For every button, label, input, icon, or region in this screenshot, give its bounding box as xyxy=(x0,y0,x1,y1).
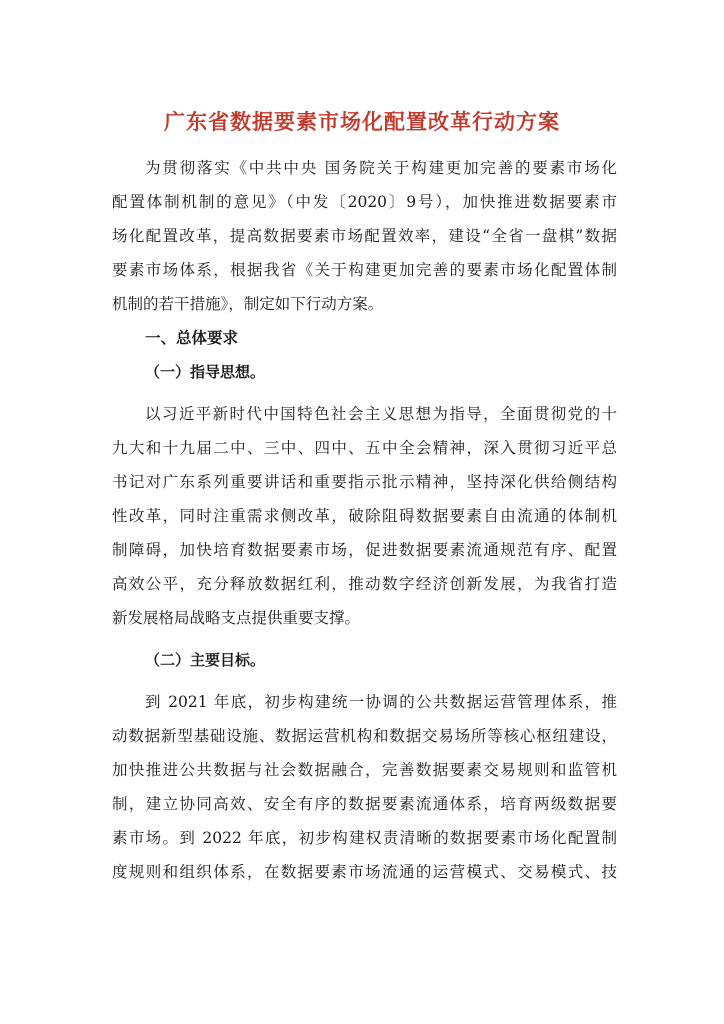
intro-line: 场化配置改革，提高数据要素市场配置效率，建设“全省一盘棋”数据 xyxy=(112,227,617,245)
paragraph-line: 制障碍，加快培育数据要素市场，促进数据要素流通规范有序、配置 xyxy=(112,541,617,559)
paragraph-line: 高效公平，充分释放数据红利，推动数字经济创新发展，为我省打造 xyxy=(112,575,617,593)
paragraph-line: 新发展格局战略支点提供重要支撑。 xyxy=(112,609,361,627)
subsection-heading-guiding-ideology: （一）指导思想。 xyxy=(145,363,266,381)
paragraph-line: 以习近平新时代中国特色社会主义思想为指导，全面贯彻党的十 xyxy=(145,405,617,423)
paragraph-line: 度规则和组织体系，在数据要素市场流通的运营模式、交易模式、技 xyxy=(112,863,617,881)
paragraph-line: 动数据新型基础设施、数据运营机构和数据交易场所等核心枢纽建设， xyxy=(112,727,617,745)
paragraph-line: 九大和十九届二中、三中、四中、五中全会精神，深入贯彻习近平总 xyxy=(112,439,617,457)
intro-line: 配置体制机制的意见》（中发〔2020〕9号），加快推进数据要素市 xyxy=(112,193,617,211)
paragraph-line: 书记对广东系列重要讲话和重要指示批示精神，坚持深化供给侧结构 xyxy=(112,473,617,491)
intro-line: 机制的若干措施》，制定如下行动方案。 xyxy=(112,295,384,313)
paragraph-line: 素市场。到 2022 年底，初步构建权责清晰的数据要素市场化配置制 xyxy=(112,829,617,847)
intro-line: 要素市场体系，根据我省《关于构建更加完善的要素市场化配置体制 xyxy=(112,261,617,279)
intro-line: 为贯彻落实《中共中央 国务院关于构建更加完善的要素市场化 xyxy=(145,159,617,177)
document-title: 广东省数据要素市场化配置改革行动方案 xyxy=(164,109,560,134)
paragraph-line: 性改革，同时注重需求侧改革，破除阻碍数据要素自由流通的体制机 xyxy=(112,507,617,525)
paragraph-line: 制，建立协同高效、安全有序的数据要素流通体系，培育两级数据要 xyxy=(112,795,617,813)
section-heading-general-requirements: 一、总体要求 xyxy=(145,329,239,347)
paragraph-line: 加快推进公共数据与社会数据融合，完善数据要素交易规则和监管机 xyxy=(112,761,617,779)
paragraph-line: 到 2021 年底，初步构建统一协调的公共数据运营管理体系，推 xyxy=(145,693,617,711)
subsection-heading-main-goals: （二）主要目标。 xyxy=(145,651,266,669)
